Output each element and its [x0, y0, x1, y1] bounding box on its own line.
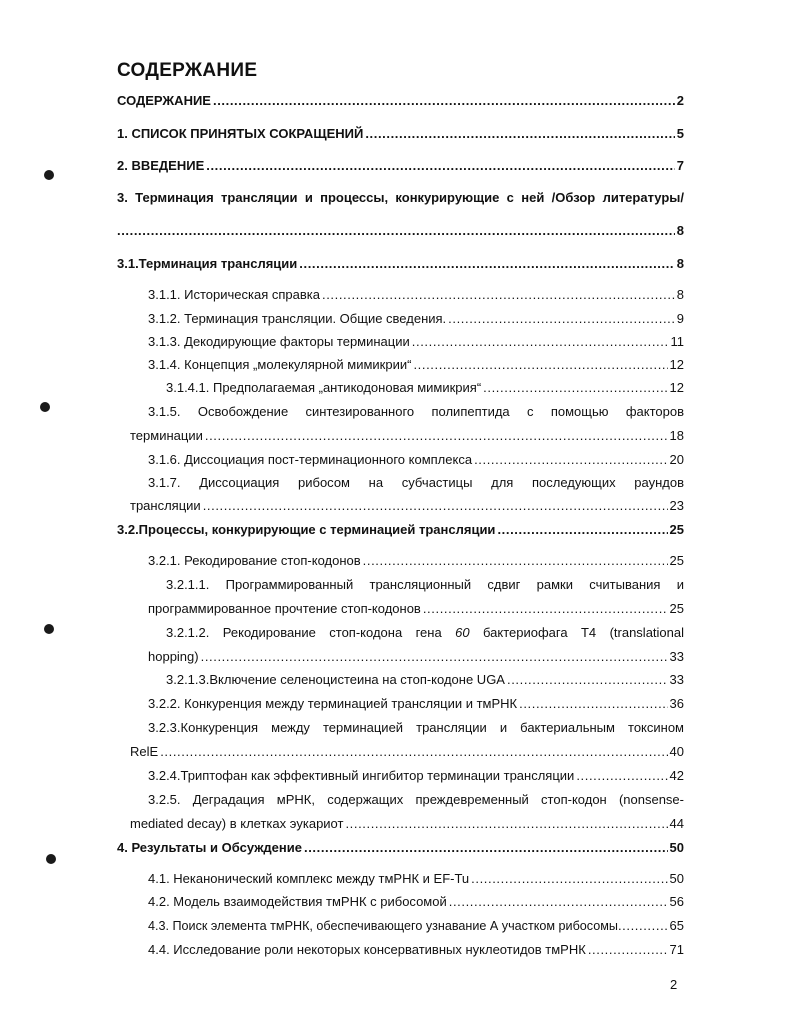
toc-entry-label: 4.3. Поиск элемента тмРНК, обеспечивающего узнавание А участком рибосомы [148, 919, 618, 933]
page-number: 2 [670, 977, 678, 992]
toc-entry-label: 3.1.1. Историческая справка [148, 287, 320, 302]
toc-entry[interactable] [148, 287, 684, 303]
leader-dots [483, 380, 667, 396]
leader-dots [471, 871, 667, 887]
toc-entry[interactable] [117, 93, 684, 109]
toc-entry-page: 2 [676, 93, 684, 108]
toc-entry[interactable] [117, 158, 684, 174]
toc-entry-label: RelE [130, 744, 159, 759]
toc-entry-label: 3.1.4. Концепция „молекулярной мимикрии“ [148, 357, 412, 372]
leader-dots [201, 649, 668, 665]
toc-entry[interactable] [130, 428, 684, 444]
toc-entry-page: 50 [669, 871, 684, 886]
toc-entry[interactable] [130, 816, 684, 832]
gene-number: 60 [455, 625, 470, 640]
scan-speck [46, 854, 56, 864]
toc-entry[interactable] [148, 871, 684, 887]
toc-entry[interactable] [130, 498, 684, 514]
leader-dots [304, 840, 668, 856]
toc-entry-label: 4.4. Исследование роли некоторых консервативных нуклеотидов тмРНК [148, 942, 586, 957]
toc-entry-page: 65 [669, 918, 684, 933]
toc-entry-heading-line[interactable]: 3. Терминация трансляции и процессы, конкурирующие с ней /Обзор литературы/ [117, 190, 684, 205]
toc-entry[interactable] [130, 744, 684, 760]
toc-entry-page: 12 [669, 380, 684, 395]
toc-entry-page: 18 [669, 428, 684, 443]
leader-dots [203, 498, 668, 514]
leader-dots [576, 768, 667, 784]
toc-entry[interactable] [117, 840, 684, 856]
toc-entry-label: 4.2. Модель взаимодействия тмРНК с рибосомой [148, 894, 447, 909]
toc-entry[interactable] [148, 918, 684, 934]
toc-entry-first-line[interactable]: 3.2.3.Конкуренция между терминацией трансляции и бактериальным токсином [148, 720, 684, 735]
leader-dots [205, 428, 668, 444]
toc-entry[interactable] [117, 522, 684, 538]
toc-entry[interactable] [148, 601, 684, 617]
toc-entry-page: 5 [676, 126, 684, 141]
leader-dots [160, 744, 667, 760]
toc-entry-label: 3.2.2. Конкуренция между терминацией трансляции и тмРНК [148, 696, 518, 711]
leader-dots [519, 696, 667, 712]
leader-dots [618, 918, 668, 934]
scan-speck [44, 624, 54, 634]
toc-entry-page: 20 [669, 452, 684, 467]
toc-entry-label: 3.1.6. Диссоциация пост-терминационного комплекса [148, 452, 473, 467]
toc-entry-first-line[interactable]: 3.1.7. Диссоциация рибосом на субчастицы для последующих раундов [148, 475, 684, 490]
leader-dots [363, 553, 668, 569]
toc-entry[interactable] [166, 380, 684, 396]
toc-entry-page: 36 [669, 696, 684, 711]
toc-entry-first-line[interactable]: 3.2.5. Деградация мРНК, содержащих преждевременный стоп-кодон (nonsense- [148, 792, 684, 807]
toc-entry-page: 50 [669, 840, 684, 855]
toc-entry-text: бактериофага T4 (translational [483, 625, 684, 640]
toc-entry-label: СОДЕРЖАНИЕ [117, 93, 211, 108]
toc-entry-label: программированное прочтение стоп-кодонов [148, 601, 421, 616]
toc-entry-page: 56 [669, 894, 684, 909]
toc-entry-label: 3.2.1.3.Включение селеноцистеина на стоп-кодоне UGA [166, 672, 505, 687]
leader-dots [507, 672, 668, 688]
toc-entry-page: 8 [676, 256, 684, 271]
toc-entry-label: 3.1.3. Декодирующие факторы терминации [148, 334, 410, 349]
toc-entry-first-line[interactable] [166, 625, 684, 641]
leader-dots [299, 256, 674, 272]
leader-dots [412, 334, 669, 350]
toc-entry-page: 42 [669, 768, 684, 783]
toc-entry[interactable] [117, 256, 684, 272]
toc-entry[interactable] [148, 894, 684, 910]
toc-entry-page: 8 [676, 287, 684, 302]
leader-dots [413, 357, 667, 373]
toc-entry-page: 7 [676, 158, 684, 173]
leader-dots [213, 93, 675, 109]
toc-entry[interactable] [148, 649, 684, 665]
toc-entry-page: 23 [669, 498, 684, 513]
toc-entry-page: 25 [669, 522, 684, 537]
toc-entry-label: hopping) [148, 649, 199, 664]
scan-speck [44, 170, 54, 180]
leader-dots [206, 158, 675, 174]
toc-entry[interactable] [148, 452, 684, 468]
toc-entry-page: 9 [676, 311, 684, 326]
leader-dots [423, 601, 668, 617]
toc-entry[interactable] [166, 672, 684, 688]
leader-dots [449, 894, 668, 910]
leader-dots [497, 522, 667, 538]
toc-entry-label: 4. Результаты и Обсуждение [117, 840, 302, 855]
toc-entry-page: 11 [670, 334, 684, 349]
toc-entry-label: 3.2.Процессы, конкурирующие с терминацией трансляции [117, 522, 496, 537]
toc-entry[interactable] [148, 696, 684, 712]
leader-dots [345, 816, 667, 832]
leader-dots [448, 311, 675, 327]
toc-entry-page: 25 [669, 553, 684, 568]
toc-entry-label: 4.1. Неканонический комплекс между тмРНК и EF-Tu [148, 871, 470, 886]
toc-entry-label: 3.2.1. Рекодирование стоп-кодонов [148, 553, 361, 568]
toc-entry-label: 2. ВВЕДЕНИЕ [117, 158, 205, 173]
leader-dots [117, 223, 675, 239]
toc-entry-page: 12 [669, 357, 684, 372]
toc-entry-page: 71 [669, 942, 684, 957]
toc-entry[interactable] [117, 223, 684, 239]
scan-speck [40, 402, 50, 412]
toc-entry-label: 3.1.2. Терминация трансляции. Общие сведения. [148, 311, 447, 326]
toc-entry[interactable] [148, 553, 684, 569]
toc-entry-page: 33 [669, 672, 684, 687]
toc-entry-first-line[interactable]: 3.2.1.1. Программированный трансляционный сдвиг рамки считывания и [166, 577, 684, 592]
toc-entry-page: 25 [669, 601, 684, 616]
toc-entry-page: 44 [669, 816, 684, 831]
toc-entry-label: 3.1.4.1. Предполагаемая „антикодоновая мимикрия“ [166, 380, 482, 395]
toc-entry-label: терминации [130, 428, 203, 443]
toc-entry[interactable] [117, 126, 684, 142]
toc-entry[interactable] [148, 768, 684, 784]
toc-entry-page: 8 [676, 223, 684, 238]
toc-entry-page: 33 [669, 649, 684, 664]
toc-entry[interactable] [148, 311, 684, 327]
leader-dots [322, 287, 675, 303]
leader-dots [365, 126, 674, 142]
page-title: СОДЕРЖАНИЕ [117, 60, 258, 81]
toc-entry[interactable] [148, 357, 684, 373]
toc-entry[interactable] [148, 334, 684, 350]
toc-entry-label: 3.1.Терминация трансляции [117, 256, 298, 271]
toc-entry-first-line[interactable]: 3.1.5. Освобождение синтезированного полипептида с помощью факторов [148, 404, 684, 419]
leader-dots [474, 452, 667, 468]
toc-entry-label: 1. СПИСОК ПРИНЯТЫХ СОКРАЩЕНИЙ [117, 126, 364, 141]
leader-dots [588, 942, 668, 958]
toc-entry-label: трансляции [130, 498, 201, 513]
toc-entry-label: 3.2.4.Триптофан как эффективный ингибитор терминации трансляции [148, 768, 575, 783]
toc-entry-label: mediated decay) в клетках эукариот [130, 816, 344, 831]
toc-entry-text: 3.2.1.2. Рекодирование стоп-кодона гена [166, 625, 442, 640]
toc-entry-page: 40 [669, 744, 684, 759]
toc-entry[interactable] [148, 942, 684, 958]
